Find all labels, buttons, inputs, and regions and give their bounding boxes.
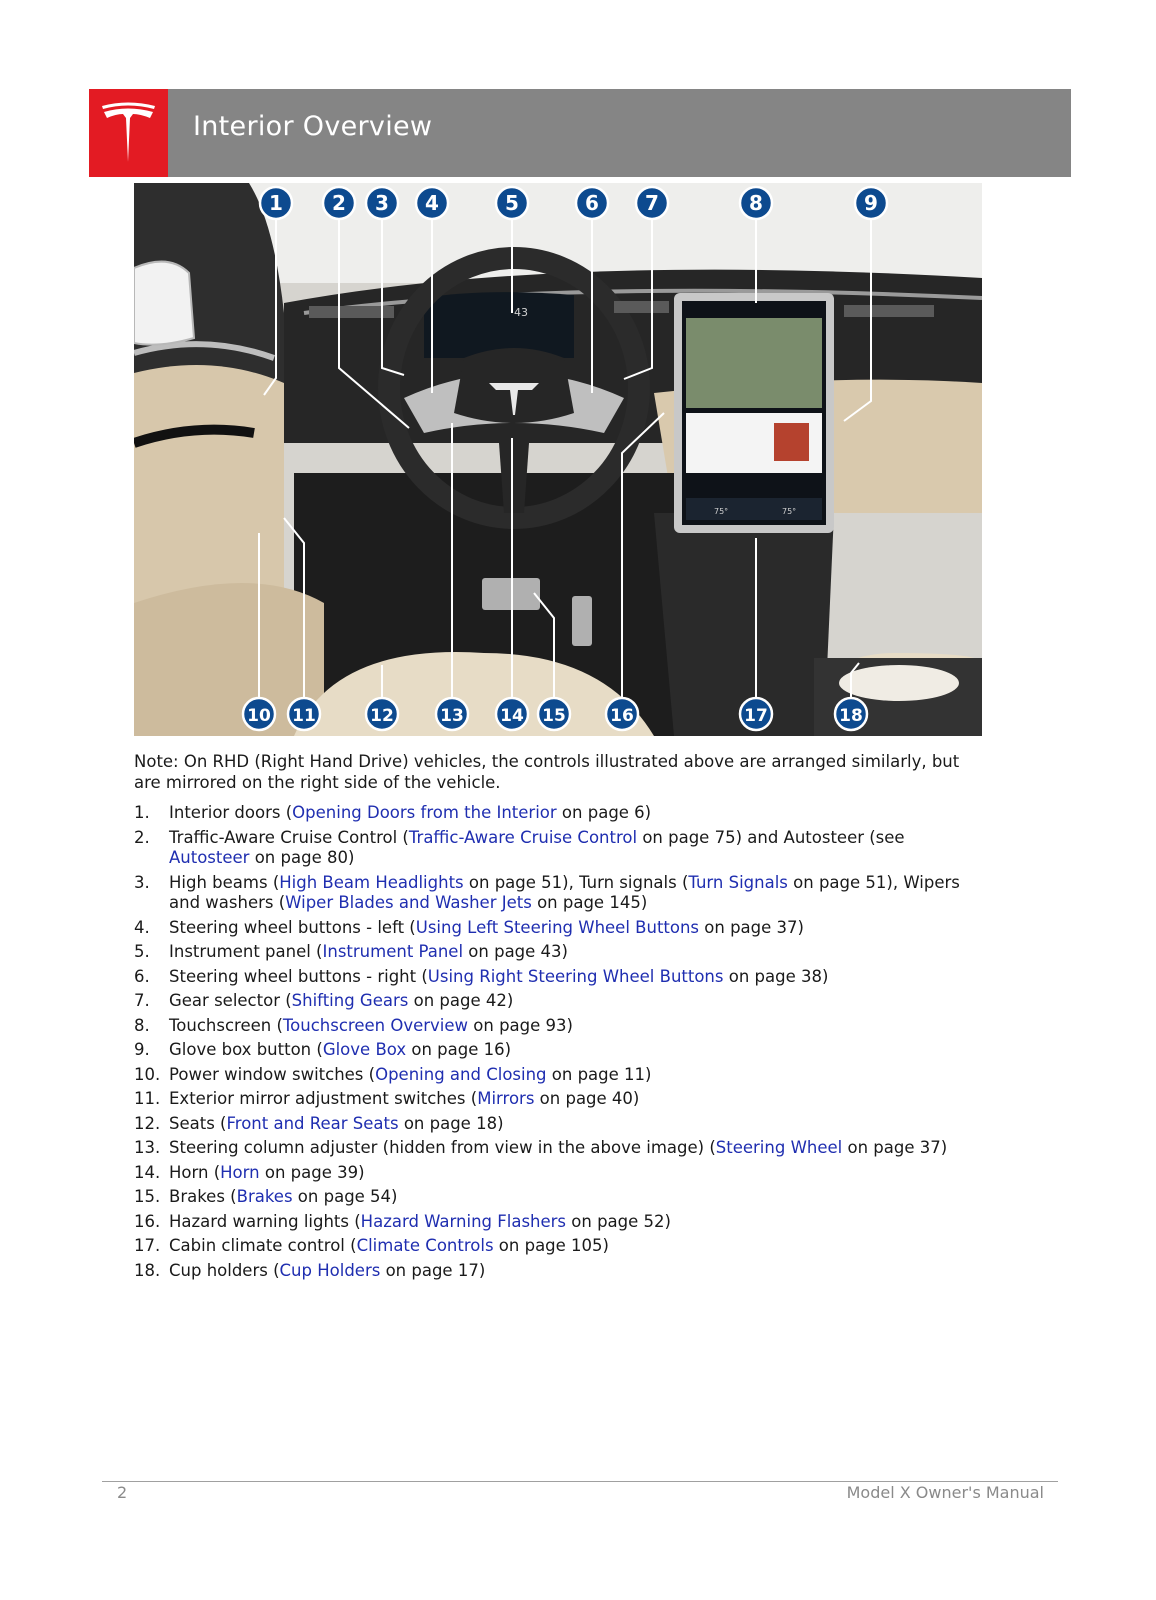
callout-15 — [538, 698, 570, 730]
list-item: 18. Cup holders (Cup Holders on page 17) — [134, 1260, 486, 1280]
list-item: 3. High beams (High Beam Headlights on page 51), Turn signals (Turn Signals on page 51), Wipers and washers (Wiper Blades and Washer Jets on page 145) — [134, 872, 960, 912]
interior-illustration — [134, 183, 982, 736]
item-number: 5. — [134, 942, 150, 961]
cross-reference-link[interactable]: Turn Signals — [688, 872, 788, 892]
cross-reference-link[interactable]: Cup Holders — [279, 1260, 381, 1280]
list-item: 4. Steering wheel buttons - left (Using Left Steering Wheel Buttons on page 37) — [134, 917, 804, 937]
list-item: 17. Cabin climate control (Climate Controls on page 105) — [134, 1236, 609, 1255]
svg-text:4: 4 — [425, 191, 439, 215]
item-number: 9. — [134, 1040, 150, 1059]
callout-14 — [496, 698, 528, 730]
cross-reference-link[interactable]: Opening and Closing — [375, 1064, 547, 1084]
item-number: 18. — [134, 1260, 161, 1280]
callout-16 — [606, 698, 638, 730]
cross-reference-link[interactable]: Front and Rear Seats — [226, 1113, 399, 1133]
list-item: 8. Touchscreen (Touchscreen Overview on page 93) — [134, 1015, 573, 1035]
list-item: 13. Steering column adjuster (hidden from view in the above image) (Steering Wheel on page 37) — [134, 1138, 948, 1157]
cross-reference-link[interactable]: Mirrors — [477, 1089, 535, 1108]
cross-reference-link[interactable]: Shifting Gears — [291, 991, 409, 1010]
page-number: 2 — [117, 1483, 128, 1502]
callout-4 — [416, 187, 448, 219]
cross-reference-link[interactable]: High Beam Headlights — [279, 872, 464, 892]
list-item: 15. Brakes (Brakes on page 54) — [134, 1187, 398, 1206]
callout-8 — [740, 187, 772, 219]
tesla-logo — [89, 89, 168, 177]
item-number: 13. — [134, 1138, 161, 1157]
cross-reference-link[interactable]: Climate Controls — [356, 1236, 494, 1255]
cross-reference-link[interactable]: Autosteer — [169, 848, 250, 867]
manual-title: Model X Owner's Manual — [846, 1483, 1044, 1502]
svg-text:15: 15 — [542, 706, 566, 726]
list-item: 10. Power window switches (Opening and Closing on page 11) — [134, 1064, 652, 1084]
cross-reference-link[interactable]: Horn — [220, 1162, 260, 1182]
list-item: 9. Glove box button (Glove Box on page 16) — [134, 1040, 512, 1059]
callout-9 — [855, 187, 887, 219]
list-item: 12. Seats (Front and Rear Seats on page 18) — [134, 1113, 504, 1133]
callout-12 — [366, 698, 398, 730]
list-item: 1. Interior doors (Opening Doors from the Interior on page 6) — [134, 803, 652, 822]
svg-text:12: 12 — [370, 706, 394, 726]
item-number: 16. — [134, 1211, 161, 1231]
cross-reference-link[interactable]: Using Left Steering Wheel Buttons — [415, 917, 700, 937]
callout-17 — [740, 698, 772, 730]
legend-list — [134, 803, 964, 1285]
list-item: 11. Exterior mirror adjustment switches (Mirrors on page 40) — [134, 1089, 640, 1108]
item-number: 7. — [134, 991, 150, 1010]
item-number: 3. — [134, 872, 150, 892]
item-number: 8. — [134, 1015, 150, 1035]
callout-6 — [576, 187, 608, 219]
cross-reference-link[interactable]: Opening Doors from the Interior — [292, 803, 557, 822]
svg-text:75°: 75° — [714, 507, 729, 516]
svg-text:16: 16 — [610, 706, 634, 726]
svg-text:13: 13 — [440, 706, 464, 726]
svg-text:8: 8 — [749, 191, 763, 215]
list-item: 7. Gear selector (Shifting Gears on page 42) — [134, 991, 514, 1010]
list-item: 16. Hazard warning lights (Hazard Warning Flashers on page 52) — [134, 1211, 671, 1231]
rhd-note: Note: On RHD (Right Hand Drive) vehicles, the controls illustrated above are arranged similarly, but are mirrored on the right side of the vehicle. — [134, 752, 960, 792]
svg-text:2: 2 — [332, 191, 346, 215]
cross-reference-link[interactable]: Brakes — [236, 1187, 293, 1206]
cross-reference-link[interactable]: Glove Box — [322, 1040, 407, 1059]
tesla-t-icon — [100, 102, 157, 164]
page-title: Interior Overview — [193, 111, 433, 142]
svg-text:18: 18 — [839, 706, 863, 726]
item-number: 6. — [134, 966, 150, 986]
item-number: 15. — [134, 1187, 161, 1206]
callout-2 — [323, 187, 355, 219]
svg-text:5: 5 — [505, 191, 519, 215]
cross-reference-link[interactable]: Using Right Steering Wheel Buttons — [427, 966, 724, 986]
callout-1 — [260, 187, 292, 219]
callout-5 — [496, 187, 528, 219]
item-number: 4. — [134, 917, 150, 937]
svg-text:1: 1 — [269, 191, 283, 215]
callout-18 — [835, 698, 867, 730]
section-header — [89, 89, 1071, 177]
cross-reference-link[interactable]: Touchscreen Overview — [282, 1015, 469, 1035]
item-number: 17. — [134, 1236, 161, 1255]
item-number: 12. — [134, 1113, 161, 1133]
interior-drawing — [134, 183, 982, 736]
callout-10 — [243, 698, 275, 730]
footer-divider — [102, 1481, 1058, 1482]
callout-11 — [288, 698, 320, 730]
svg-text:17: 17 — [744, 706, 768, 726]
svg-text:7: 7 — [645, 191, 659, 215]
cross-reference-link[interactable]: Traffic-Aware Cruise Control — [408, 827, 638, 847]
item-number: 14. — [134, 1162, 161, 1182]
svg-text:75°: 75° — [782, 507, 797, 516]
cross-reference-link[interactable]: Wiper Blades and Washer Jets — [285, 893, 532, 912]
svg-text:10: 10 — [247, 706, 271, 726]
list-item: 2. Traffic-Aware Cruise Control (Traffic-Aware Cruise Control on page 75) and Autosteer (see Autosteer on page 80) — [134, 827, 905, 867]
svg-text:14: 14 — [500, 706, 524, 726]
list-item: 5. Instrument panel (Instrument Panel on page 43) — [134, 942, 568, 961]
cross-reference-link[interactable]: Instrument Panel — [322, 942, 464, 961]
item-number: 2. — [134, 827, 150, 847]
svg-text:11: 11 — [292, 706, 316, 726]
callout-3 — [366, 187, 398, 219]
callout-13 — [436, 698, 468, 730]
item-number: 1. — [134, 803, 150, 822]
cross-reference-link[interactable]: Steering Wheel — [715, 1138, 843, 1157]
list-item: 6. Steering wheel buttons - right (Using Right Steering Wheel Buttons on page 38) — [134, 966, 829, 986]
svg-text:43: 43 — [514, 306, 528, 319]
svg-text:6: 6 — [585, 191, 599, 215]
svg-text:9: 9 — [864, 191, 878, 215]
item-number: 11. — [134, 1089, 161, 1108]
cross-reference-link[interactable]: Hazard Warning Flashers — [360, 1211, 567, 1231]
callout-7 — [636, 187, 668, 219]
item-number: 10. — [134, 1064, 161, 1084]
list-item: 14. Horn (Horn on page 39) — [134, 1162, 365, 1182]
svg-text:3: 3 — [375, 191, 389, 215]
